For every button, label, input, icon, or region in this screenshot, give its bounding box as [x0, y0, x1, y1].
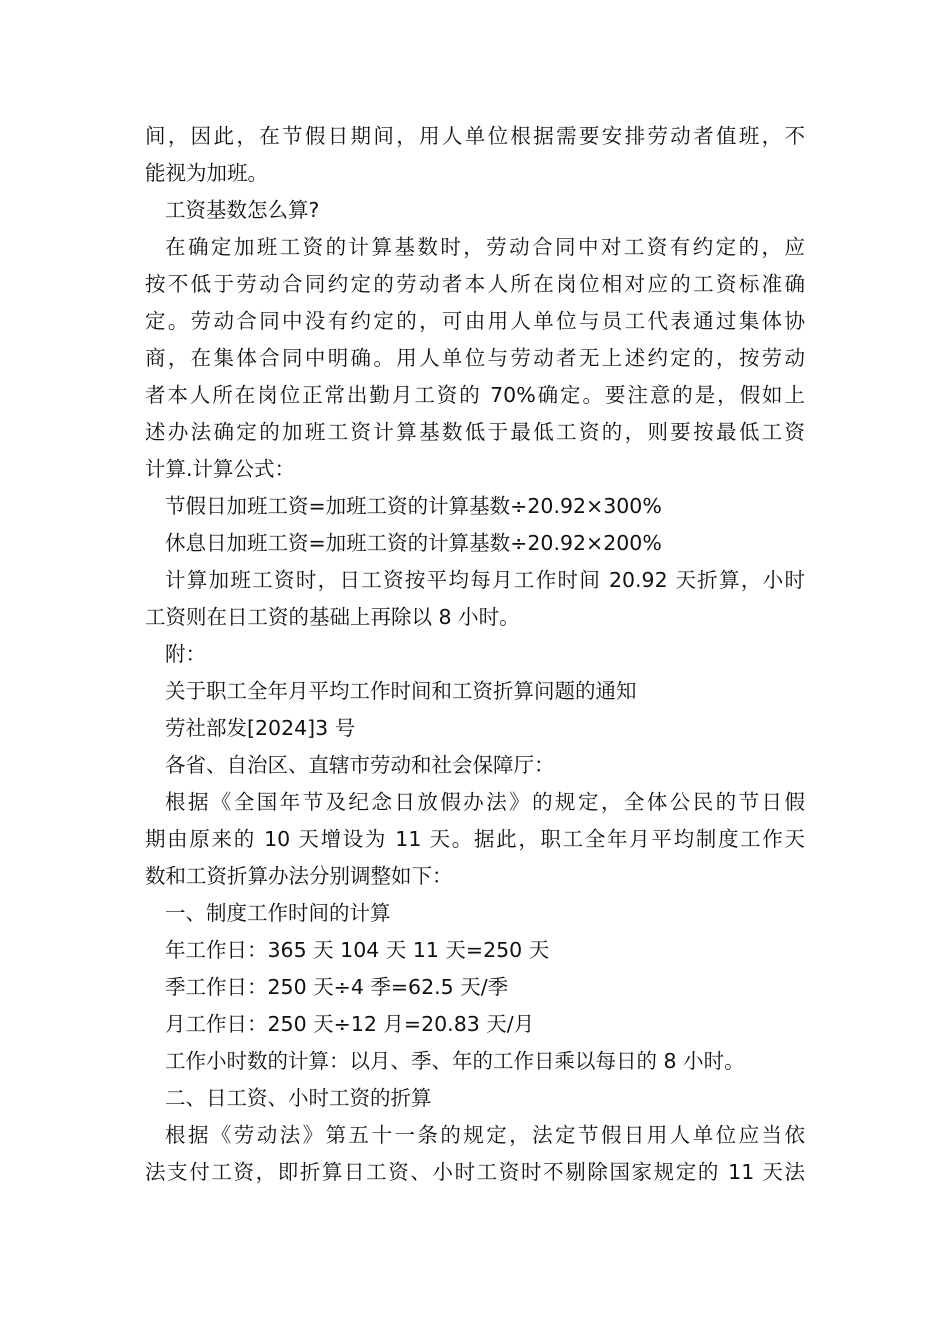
paragraph-line: 在确定加班工资的计算基数时，劳动合同中对工资有约定的，应 — [165, 235, 805, 259]
paragraph-line: 法支付工资，即折算日工资、小时工资时不剔除国家规定的 11 天法 — [145, 1160, 805, 1184]
paragraph-line: 商，在集体合同中明确。用人单位与劳动者无上述约定的，按劳动 — [145, 346, 805, 370]
section-heading: 一、制度工作时间的计算 — [165, 901, 391, 925]
paragraph-line: 工作小时数的计算：以月、季、年的工作日乘以每日的 8 小时。 — [165, 1049, 745, 1073]
paragraph-line: 计算.计算公式： — [145, 457, 296, 481]
paragraph-line: 定。劳动合同中没有约定的，可由用人单位与员工代表通过集体协 — [145, 309, 805, 333]
paragraph-line: 根据《全国年节及纪念日放假办法》的规定，全体公民的节日假 — [165, 790, 805, 814]
addressee-line: 各省、自治区、直辖市劳动和社会保障厅： — [165, 753, 555, 777]
paragraph-line: 工资则在日工资的基础上再除以 8 小时。 — [145, 605, 520, 629]
paragraph-line: 述办法确定的加班工资计算基数低于最低工资的，则要按最低工资 — [145, 420, 805, 444]
document-number: 劳社部发[2024]3 号 — [165, 716, 356, 740]
paragraph-line: 间，因此，在节假日期间，用人单位根据需要安排劳动者值班，不 — [145, 124, 805, 148]
appendix-label: 附： — [165, 642, 206, 666]
paragraph-line: 计算加班工资时，日工资按平均每月工作时间 20.92 天折算，小时 — [165, 568, 805, 592]
section-heading: 二、日工资、小时工资的折算 — [165, 1086, 432, 1110]
notice-title: 关于职工全年月平均工作时间和工资折算问题的通知 — [165, 679, 637, 703]
paragraph-line: 者本人所在岗位正常出勤月工资的 70%确定。要注意的是，假如上 — [145, 383, 805, 407]
paragraph-line: 按不低于劳动合同约定的劳动者本人所在岗位相对应的工资标准确 — [145, 272, 805, 296]
paragraph-line: 根据《劳动法》第五十一条的规定，法定节假日用人单位应当依 — [165, 1123, 805, 1147]
paragraph-line: 数和工资折算办法分别调整如下： — [145, 864, 453, 888]
calculation-line: 月工作日：250 天÷12 月=20.83 天/月 — [165, 1012, 535, 1036]
paragraph-line: 期由原来的 10 天增设为 11 天。据此，职工全年月平均制度工作天 — [145, 827, 805, 851]
document-body — [145, 118, 805, 1191]
formula-line: 节假日加班工资=加班工资的计算基数÷20.92×300% — [165, 494, 662, 518]
calculation-line: 年工作日：365 天 104 天 11 天=250 天 — [165, 938, 550, 962]
formula-line: 休息日加班工资=加班工资的计算基数÷20.92×200% — [165, 531, 662, 555]
section-heading: 工资基数怎么算? — [165, 198, 320, 222]
calculation-line: 季工作日：250 天÷4 季=62.5 天/季 — [165, 975, 509, 999]
paragraph-line: 能视为加班。 — [145, 161, 268, 185]
